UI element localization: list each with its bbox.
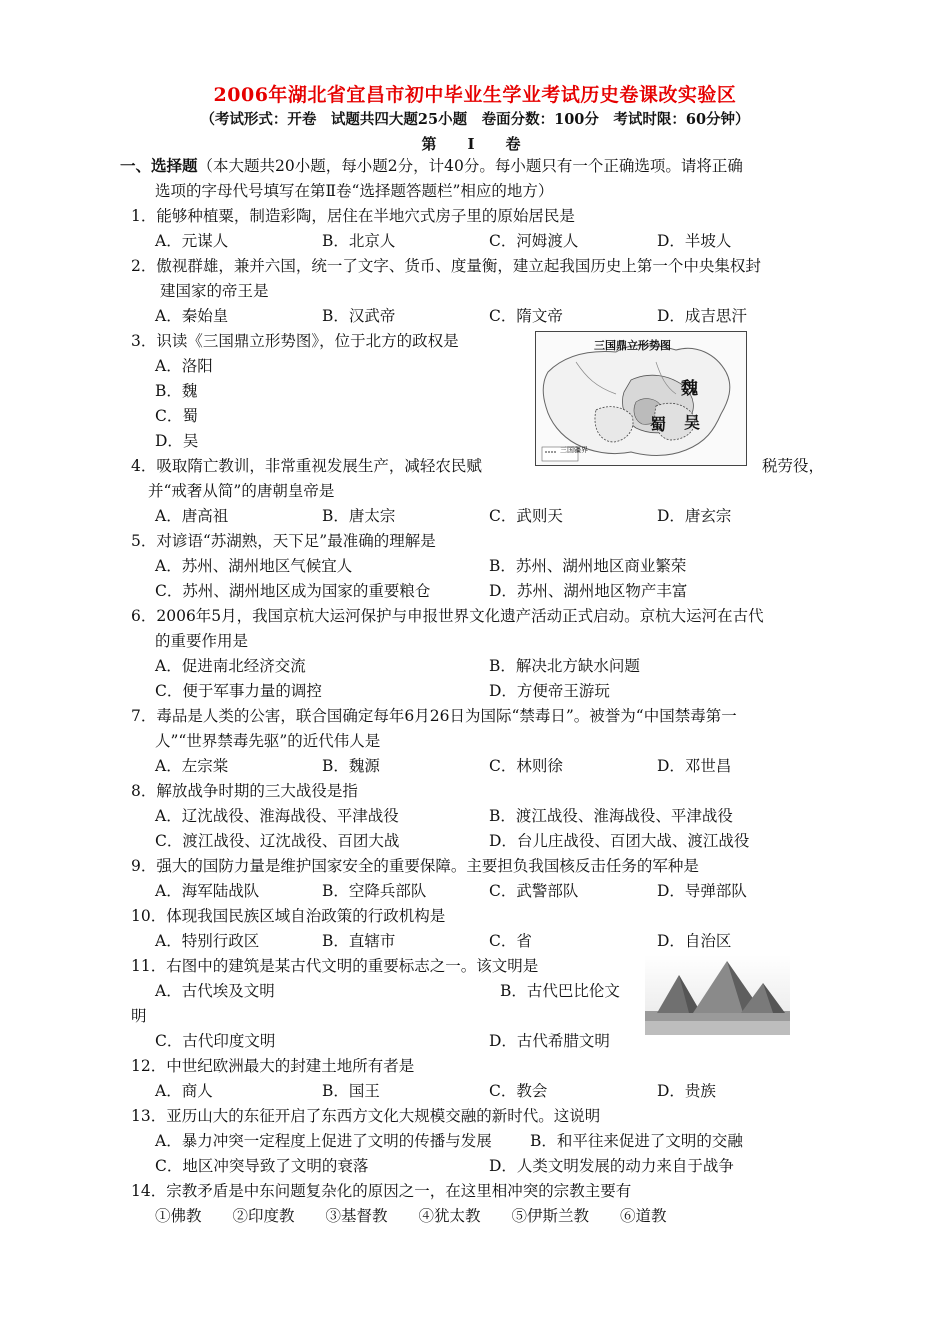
q14-stem: 14．宗教矛盾是中东问题复杂化的原因之一，在这里相冲突的宗教主要有 [131,1182,632,1200]
volume-heading: 第 Ⅰ 卷 [421,135,529,153]
q8-option-d: D．台儿庄战役、百团大战、渡江战役 [489,832,750,850]
q9-option-c: C．武警部队 [489,882,579,900]
q4-option-b: B．唐太宗 [322,507,396,525]
q2-stem-1: 2．傲视群雄，兼并六国，统一了文字、货币、度量衡，建立起我国历史上第一个中央集权封 [131,257,761,275]
q6-option-b: B．解决北方缺水问题 [489,657,640,675]
q3-stem: 3．识读《三国鼎立形势图》，位于北方的政权是 [131,332,459,350]
q5-option-c: C．苏州、湖州地区成为国家的重要粮仓 [155,582,431,600]
q7-option-b: B．魏源 [322,757,380,775]
q3-option-c: C．蜀 [155,407,198,425]
section-intro [120,155,743,177]
q6-option-c: C．便于军事力量的调控 [155,682,322,700]
q5-option-b: B．苏州、湖州地区商业繁荣 [489,557,687,575]
exam-subtitle: （考试形式：开卷 试题共四大题25小题 卷面分数：100分 考试时限：60分钟） [200,111,750,128]
q13-option-d: D．人类文明发展的动力来自于战争 [489,1157,734,1175]
q1-option-d: D．半坡人 [657,232,732,250]
q7-option-d: D．邓世昌 [657,757,732,775]
q5-option-a: A．苏州、湖州地区气候宜人 [155,557,353,575]
q12-option-d: D．贵族 [657,1082,716,1100]
q2-stem-2: 建国家的帝王是 [160,282,269,300]
q8-option-c: C．渡江战役、辽沈战役、百团大战 [155,832,400,850]
pyramids-image [645,955,790,1035]
q10-option-a: A．特别行政区 [155,932,260,950]
q6-option-a: A．促进南北经济交流 [155,657,306,675]
q2-option-b: B．汉武帝 [322,307,396,325]
q3-option-d: D．吴 [155,432,199,450]
q4-stem-1b: 税劳役， [762,457,825,475]
q3-option-b: B．魏 [155,382,198,400]
q7-option-a: A．左宗棠 [155,757,229,775]
map-label-wu: 吴 [684,413,701,432]
q13-stem: 13．亚历山大的东征开启了东西方文化大规模交融的新时代。这说明 [131,1107,601,1125]
q1-option-b: B．北京人 [322,232,396,250]
q6-stem-2: 的重要作用是 [155,632,249,650]
q13-option-b: B．和平往来促进了文明的交融 [530,1132,743,1150]
q6-option-d: D．方便帝王游玩 [489,682,610,700]
q8-option-a: A．辽沈战役、淮海战役、平津战役 [155,807,399,825]
three-kingdoms-map [535,331,747,466]
q4-option-c: C．武则天 [489,507,563,525]
map-legend: 三国疆界 [560,446,588,454]
q8-stem: 8．解放战争时期的三大战役是指 [131,782,358,800]
q12-option-a: A．商人 [155,1082,213,1100]
q11-stem: 11．右图中的建筑是某古代文明的重要标志之一。该文明是 [131,957,539,975]
q9-stem: 9．强大的国防力量是维护国家安全的重要保障。主要担负我国核反击任务的军种是 [131,857,699,875]
q14-items: ①佛教 ②印度教 ③基督教 ④犹太教 ⑤伊斯兰教 ⑥道教 [155,1207,667,1225]
q5-stem: 5．对谚语“苏湖熟，天下足”最准确的理解是 [131,532,436,550]
q4-option-d: D．唐玄宗 [657,507,732,525]
q11-option-c: C．古代印度文明 [155,1032,276,1050]
q4-stem-1: 4．吸取隋亡教训，非常重视发展生产，减轻农民赋 [131,457,482,475]
q1-option-c: C．河姆渡人 [489,232,579,250]
pyramids-graphic [645,955,790,1035]
q2-option-d: D．成吉思汗 [657,307,747,325]
q12-option-c: C．教会 [489,1082,548,1100]
q7-stem-1: 7．毒品是人类的公害，联合国确定每年6月26日为国际“禁毒日”。被誉为“中国禁毒第一 [131,707,737,725]
q9-option-b: B．空降兵部队 [322,882,427,900]
q6-stem-1: 6．2006年5月，我国京杭大运河保护与申报世界文化遗产活动正式启动。京杭大运河在古代 [131,607,764,625]
q5-option-d: D．苏州、湖州地区物产丰富 [489,582,688,600]
map-label-wei: 魏 [681,379,698,399]
q3-option-a: A．洛阳 [155,357,213,375]
q10-option-d: D．自治区 [657,932,732,950]
q10-stem: 10．体现我国民族区域自治政策的行政机构是 [131,907,446,925]
q13-option-c: C．地区冲突导致了文明的衰落 [155,1157,369,1175]
q8-option-b: B．渡江战役、淮海战役、平津战役 [489,807,733,825]
exam-title: 2006年湖北省宜昌市初中毕业生学业考试历史卷课改实验区 [213,84,737,106]
q11-option-b-wrap: 明 [131,1007,147,1025]
q9-option-a: A．海军陆战队 [155,882,260,900]
q4-option-a: A．唐高祖 [155,507,229,525]
q10-option-c: C．省 [489,932,532,950]
map-title: 三国鼎立形势图 [594,339,671,352]
q1-option-a: A．元谋人 [155,232,229,250]
q1-stem: 1．能够种植粟，制造彩陶，居住在半地穴式房子里的原始居民是 [131,207,575,225]
q2-option-a: A．秦始皇 [155,307,229,325]
section-heading: 一、选择题 [120,156,198,175]
map-label-shu: 蜀 [650,415,667,434]
q11-option-b: B．古代巴比伦文 [500,982,620,1000]
section-desc-2: 选项的字母代号填写在第Ⅱ卷“选择题答题栏”相应的地方） [155,182,554,200]
q7-option-c: C．林则徐 [489,757,563,775]
q4-stem-2: 并“戒奢从简”的唐朝皇帝是 [148,482,335,500]
q12-option-b: B．国王 [322,1082,380,1100]
q11-option-d: D．古代希腊文明 [489,1032,610,1050]
q2-option-c: C．隋文帝 [489,307,563,325]
q12-stem: 12．中世纪欧洲最大的封建土地所有者是 [131,1057,415,1075]
q10-option-b: B．直辖市 [322,932,396,950]
q9-option-d: D．导弹部队 [657,882,747,900]
q13-option-a: A．暴力冲突一定程度上促进了文明的传播与发展 [155,1132,492,1150]
section-desc-1: （本大题共20小题，每小题2分，计40分。每小题只有一个正确选项。请将正确 [197,157,743,175]
q7-stem-2: 人”“世界禁毒先驱”的近代伟人是 [155,732,381,750]
q11-option-a: A．古代埃及文明 [155,982,275,1000]
